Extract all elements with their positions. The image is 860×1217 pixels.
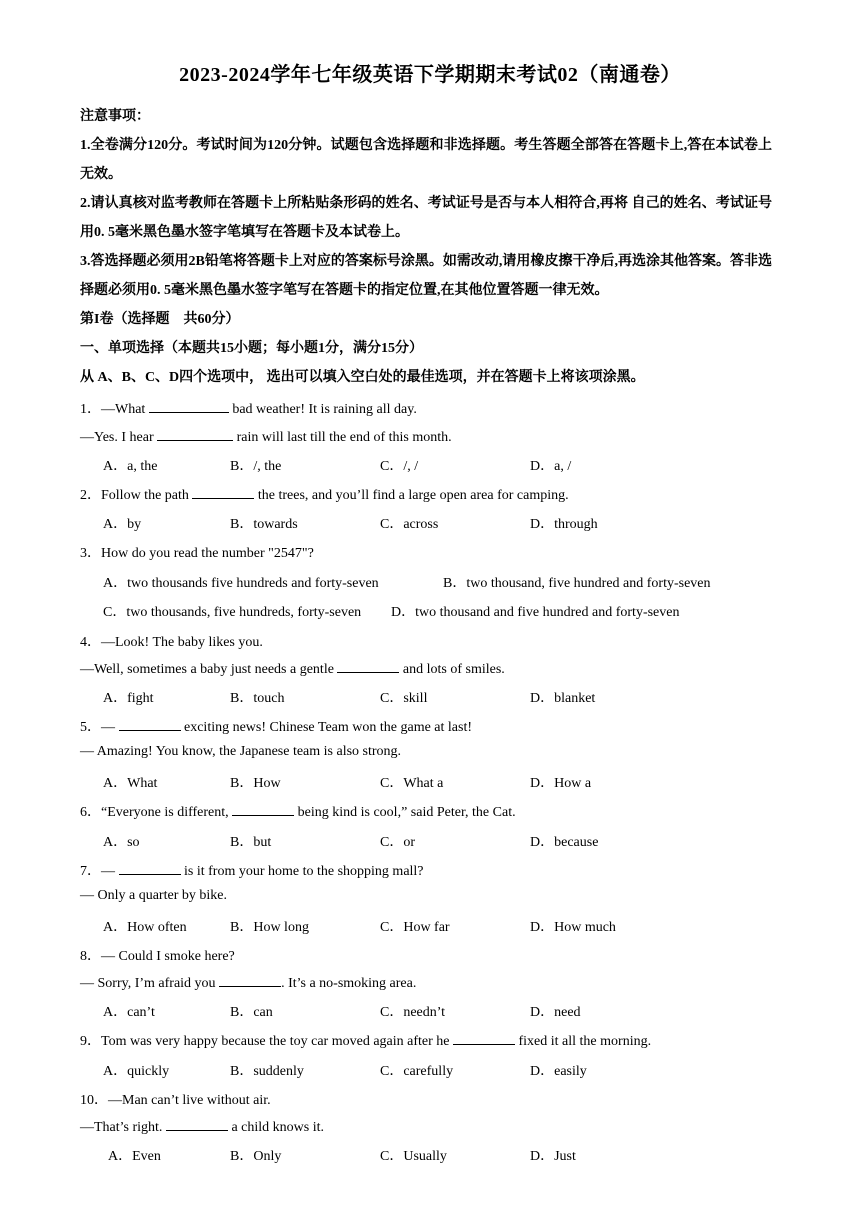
options-row: [103, 513, 783, 533]
option-a[interactable]: A．fight: [103, 691, 154, 706]
options-row: [103, 1145, 783, 1165]
option-d[interactable]: D．How much: [530, 920, 616, 935]
section-instruction: 从 A、B、C、D四个选项中， 选出可以填入空白处的最佳选项，并在答题卡上将该项涂黑。: [80, 370, 645, 385]
option-d[interactable]: D．two thousand and five hundred and forty-seven: [391, 605, 680, 620]
option-c[interactable]: C．How far: [380, 920, 450, 935]
answer-blank[interactable]: [232, 802, 294, 816]
question-line: 6．“Everyone is different, being kind is cool,” said Peter, the Cat.: [80, 801, 516, 821]
section-heading: 一、单项选择（本题共15小题；每小题1分，满分15分）: [80, 341, 423, 356]
options-row: [103, 601, 783, 621]
option-c[interactable]: C．carefully: [380, 1064, 454, 1079]
notice-item: 1.全卷满分120分。考试时间为120分钟。试题包含选择题和非选择题。考生答题全部答在答题卡上,答在本试卷上无效。: [80, 138, 772, 182]
answer-blank[interactable]: [157, 427, 233, 441]
question-line: 1．—What bad weather! It is raining all day.: [80, 398, 417, 418]
options-row: [103, 772, 783, 792]
option-d[interactable]: D．need: [530, 1005, 581, 1020]
question-line: — Amazing! You know, the Japanese team is also strong.: [80, 744, 402, 759]
answer-blank[interactable]: [119, 717, 181, 731]
option-b[interactable]: B．/, the: [230, 459, 282, 474]
options-row: [103, 831, 783, 851]
answer-blank[interactable]: [192, 485, 254, 499]
answer-blank[interactable]: [149, 399, 229, 413]
notice-item: 3.答选择题必须用2B铅笔将答题卡上对应的答案标号涂黑。如需改动,请用橡皮擦干净后,再选涂其他答案。答非选择题必须用0. 5毫米黑色墨水签字笔写在答题卡的指定位置,在其他位置答题一律无效。: [80, 254, 772, 298]
question-line: —Yes. I hear rain will last till the end of this month.: [80, 427, 452, 446]
option-c[interactable]: C．Usually: [380, 1149, 447, 1164]
question-line: —That’s right. a child knows it.: [80, 1117, 324, 1136]
question-line: 2．Follow the path the trees, and you’ll find a large open area for camping.: [80, 484, 569, 504]
answer-blank[interactable]: [219, 973, 281, 987]
options-row: [103, 1060, 783, 1080]
option-c[interactable]: C．across: [380, 517, 439, 532]
option-c[interactable]: C．What a: [380, 776, 444, 791]
option-a[interactable]: A．What: [103, 776, 158, 791]
option-c[interactable]: C．two thousands, five hundreds, forty-seven: [103, 605, 362, 620]
option-d[interactable]: D．How a: [530, 776, 592, 791]
option-a[interactable]: A．can’t: [103, 1005, 155, 1020]
answer-blank[interactable]: [119, 861, 181, 875]
option-a[interactable]: A．two thousands five hundreds and forty-seven: [103, 576, 379, 591]
option-b[interactable]: B．towards: [230, 517, 298, 532]
question-line: 9．Tom was very happy because the toy car moved again after he fixed it all the morning.: [80, 1030, 651, 1050]
question-line: 5．— exciting news! Chinese Team won the game at last!: [80, 716, 472, 736]
option-a[interactable]: A．a, the: [103, 459, 158, 474]
option-d[interactable]: D．because: [530, 835, 599, 850]
answer-blank[interactable]: [337, 659, 399, 673]
options-row: [103, 572, 783, 592]
option-a[interactable]: A．How often: [103, 920, 187, 935]
option-d[interactable]: D．a, /: [530, 459, 572, 474]
option-a[interactable]: A．so: [103, 835, 140, 850]
question-line: — Only a quarter by bike.: [80, 888, 227, 903]
option-c[interactable]: C．skill: [380, 691, 428, 706]
option-d[interactable]: D．blanket: [530, 691, 596, 706]
question-line: —Well, sometimes a baby just needs a gentle and lots of smiles.: [80, 659, 505, 678]
answer-blank[interactable]: [453, 1031, 515, 1045]
option-a[interactable]: A．quickly: [103, 1064, 170, 1079]
option-c[interactable]: C．/, /: [380, 459, 419, 474]
question-line: 8．— Could I smoke here?: [80, 949, 235, 964]
option-b[interactable]: B．How: [230, 776, 281, 791]
notice-item: 2.请认真核对监考教师在答题卡上所粘贴条形码的姓名、考试证号是否与本人相符合,再将 自己的姓名、考试证号用0. 5毫米黑色墨水签字笔填写在答题卡及本试卷上。: [80, 196, 772, 240]
option-c[interactable]: C．or: [380, 835, 415, 850]
option-b[interactable]: B．touch: [230, 691, 285, 706]
option-b[interactable]: B．but: [230, 835, 272, 850]
question-line: 10．—Man can’t live without air.: [80, 1093, 271, 1108]
question-line: 7．— is it from your home to the shopping mall?: [80, 860, 424, 880]
option-b[interactable]: B．How long: [230, 920, 309, 935]
options-row: [103, 916, 783, 936]
option-d[interactable]: D．through: [530, 517, 598, 532]
option-d[interactable]: D．Just: [530, 1149, 576, 1164]
question-line: — Sorry, I’m afraid you . It’s a no-smoking area.: [80, 973, 416, 992]
exam-title: 2023-2024学年七年级英语下学期期末考试02（南通卷）: [179, 64, 681, 86]
options-row: [103, 455, 783, 475]
option-b[interactable]: B．can: [230, 1005, 273, 1020]
option-b[interactable]: B．Only: [230, 1149, 282, 1164]
question-line: 3．How do you read the number "2547"?: [80, 546, 314, 561]
option-c[interactable]: C．needn’t: [380, 1005, 446, 1020]
answer-blank[interactable]: [166, 1117, 228, 1131]
notice-block: [80, 102, 772, 392]
option-b[interactable]: B．two thousand, five hundred and forty-seven: [443, 576, 711, 591]
option-a[interactable]: A．by: [103, 517, 142, 532]
question-line: 4．—Look! The baby likes you.: [80, 635, 263, 650]
options-row: [103, 687, 783, 707]
part-heading: 第I卷（选择题 共60分）: [80, 312, 240, 327]
options-row: [103, 1001, 783, 1021]
notice-heading: 注意事项：: [80, 109, 150, 124]
option-b[interactable]: B．suddenly: [230, 1064, 304, 1079]
option-d[interactable]: D．easily: [530, 1064, 587, 1079]
option-a[interactable]: A．Even: [108, 1149, 161, 1164]
